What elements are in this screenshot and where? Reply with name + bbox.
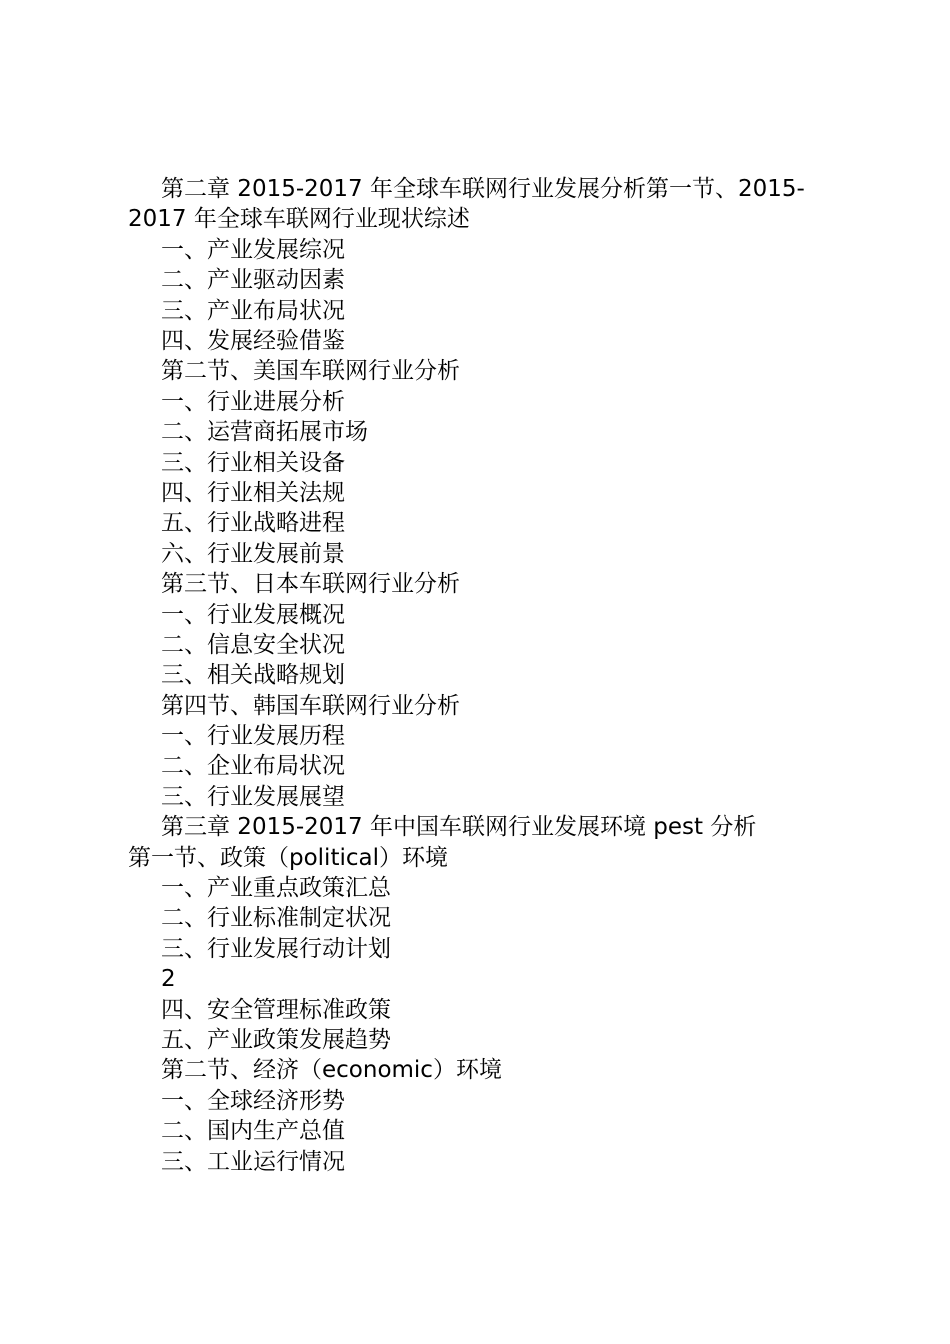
toc-item: 二、产业驱动因素 [161, 267, 345, 294]
toc-item: 三、行业发展行动计划 [161, 935, 391, 962]
page-number: 2 [161, 966, 176, 993]
toc-item: 三、工业运行情况 [161, 1148, 345, 1175]
toc-item: 一、产业重点政策汇总 [161, 875, 391, 902]
toc-item: 一、行业发展概况 [161, 601, 345, 628]
toc-item: 一、行业进展分析 [161, 388, 345, 415]
toc-item: 三、产业布局状况 [161, 297, 345, 324]
toc-item: 一、行业发展历程 [161, 723, 345, 750]
toc-chapter-heading: 第二章 2015-2017 年全球车联网行业发展分析第一节、2015-2017 年全球车联网行业现状综述 [128, 176, 805, 233]
toc-item: 一、产业发展综况 [161, 236, 345, 263]
toc-item: 五、产业政策发展趋势 [161, 1026, 391, 1053]
toc-item: 一、全球经济形势 [161, 1087, 345, 1114]
toc-section-heading: 第四节、韩国车联网行业分析 [161, 692, 460, 719]
toc-item: 五、行业战略进程 [161, 510, 345, 537]
toc-item: 二、行业标准制定状况 [161, 905, 391, 932]
toc-chapter-heading: 第三章 2015-2017 年中国车联网行业发展环境 pest 分析 [161, 814, 757, 841]
toc-item: 六、行业发展前景 [161, 540, 345, 567]
toc-item: 二、信息安全状况 [161, 631, 345, 658]
table-of-contents [128, 174, 828, 1177]
toc-item: 二、国内生产总值 [161, 1118, 345, 1145]
toc-item: 三、相关战略规划 [161, 662, 345, 689]
toc-item: 四、安全管理标准政策 [161, 996, 391, 1023]
toc-item: 四、发展经验借鉴 [161, 327, 345, 354]
toc-item: 二、运营商拓展市场 [161, 419, 368, 446]
toc-item: 二、企业布局状况 [161, 753, 345, 780]
toc-section-heading: 第二节、美国车联网行业分析 [161, 358, 460, 385]
toc-item: 四、行业相关法规 [161, 479, 345, 506]
toc-section-heading: 第二节、经济（economic）环境 [161, 1057, 502, 1084]
toc-section-heading: 第一节、政策（political）环境 [128, 844, 448, 871]
toc-item: 三、行业相关设备 [161, 449, 345, 476]
toc-section-heading: 第三节、日本车联网行业分析 [161, 571, 460, 598]
toc-item: 三、行业发展展望 [161, 783, 345, 810]
